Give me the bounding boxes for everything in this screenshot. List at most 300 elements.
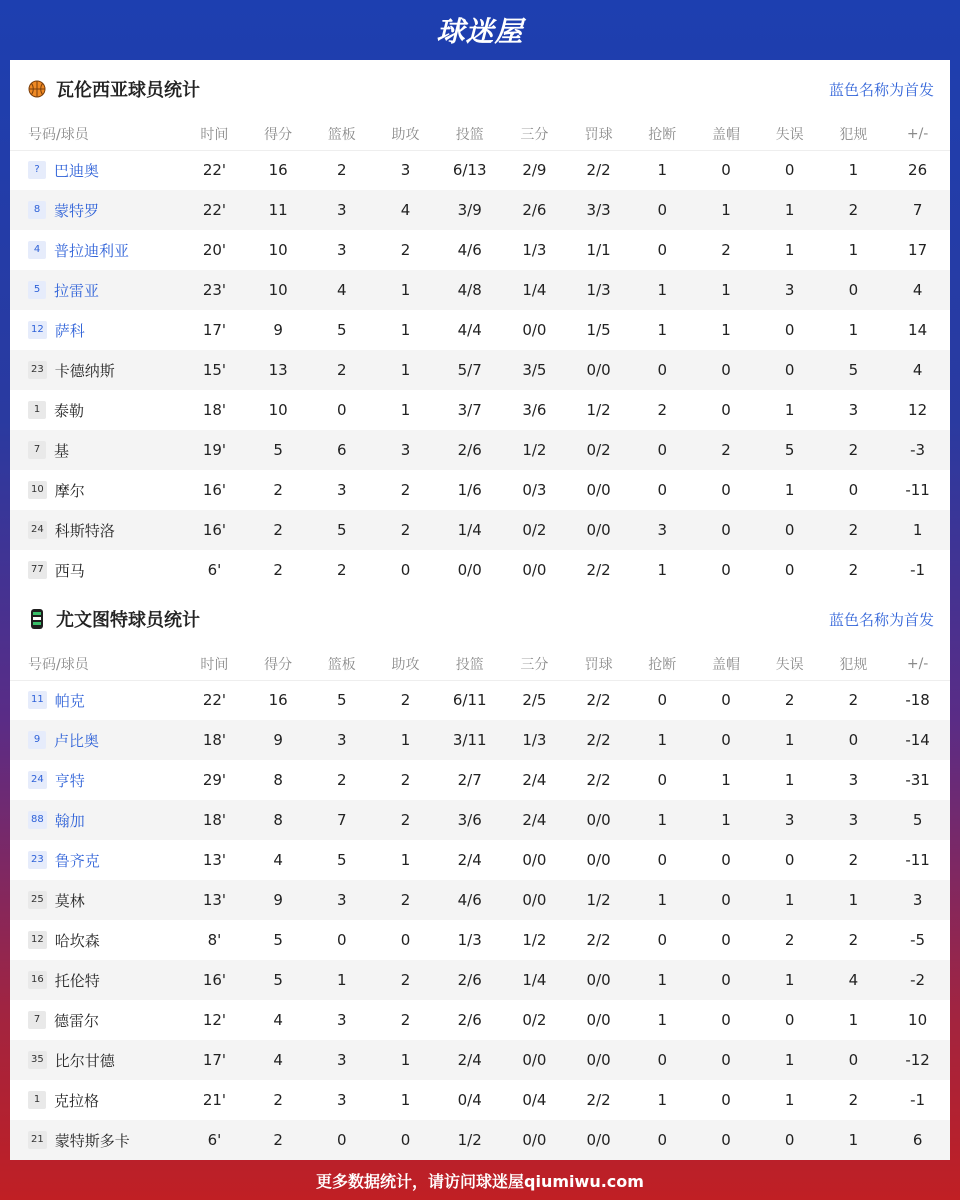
stat-cell: 0 <box>657 1131 668 1149</box>
stat-cell: 1 <box>721 281 731 299</box>
player-name-link[interactable]: 摩尔 <box>54 481 85 500</box>
stat-cell: 1 <box>784 731 795 749</box>
stat-cell: 0/0 <box>586 521 611 539</box>
stat-cell: 2 <box>848 561 859 579</box>
stat-cell: 1/3 <box>586 281 611 299</box>
stat-cell: 0 <box>657 691 668 710</box>
stat-cell: 3 <box>337 241 347 259</box>
stat-cell: 7 <box>912 201 923 219</box>
stat-cell: 0 <box>657 851 668 869</box>
stat-cell: 22' <box>202 691 227 710</box>
table-row[interactable] <box>10 430 950 470</box>
stat-cell: 2/4 <box>457 1051 482 1069</box>
stat-cell: 2/2 <box>586 771 611 789</box>
stat-cell: 0 <box>400 1131 411 1149</box>
player-cell <box>10 880 183 920</box>
table-row[interactable] <box>10 1040 950 1080</box>
basketball-icon <box>28 78 46 100</box>
stat-cell: 0 <box>784 1131 795 1149</box>
stat-cell: 2 <box>273 1091 283 1109</box>
column-header[interactable]: 投篮 <box>455 656 484 673</box>
player-cell <box>10 960 183 1000</box>
stat-cell: 4 <box>912 361 923 379</box>
table-row[interactable] <box>10 390 950 430</box>
stat-cell: 2 <box>400 771 411 789</box>
stat-cell: 8 <box>273 811 283 829</box>
stat-cell: 2 <box>784 931 795 949</box>
table-row[interactable] <box>10 680 950 720</box>
column-header[interactable]: 号码/球员 <box>28 656 89 673</box>
stat-cell: 0/0 <box>586 1011 611 1029</box>
stat-cell: 3/6 <box>522 401 547 419</box>
stat-cell: 5 <box>273 931 283 949</box>
column-header[interactable]: +/- <box>906 125 929 142</box>
stat-cell: 3 <box>337 1051 347 1069</box>
table-row[interactable] <box>10 270 950 310</box>
stat-cell: 2 <box>273 1131 283 1149</box>
player-name-link[interactable]: 蒙特斯多卡 <box>54 1131 130 1150</box>
footer-banner[interactable]: 更多数据统计，请访问球迷屋qiumiwu.com <box>316 1171 644 1191</box>
table-row[interactable] <box>10 310 950 350</box>
stat-cell: 1 <box>657 1091 668 1109</box>
brand-logo: 球迷屋 <box>436 15 524 48</box>
stat-cell: 16 <box>268 161 288 180</box>
stat-cell: 3 <box>337 1011 347 1029</box>
stat-cell: -31 <box>905 771 930 789</box>
stat-cell: 0/0 <box>586 1131 611 1149</box>
stat-cell: 5 <box>912 811 923 829</box>
column-header[interactable]: 时间 <box>200 126 229 143</box>
stat-cell: -11 <box>905 851 930 869</box>
stat-cell: 3/3 <box>586 201 611 219</box>
player-name-link[interactable]: 泰勒 <box>54 401 85 420</box>
jersey-number-badge: 35 <box>28 1051 47 1069</box>
table-row[interactable] <box>10 840 950 880</box>
stat-cell: 0 <box>657 441 668 459</box>
stat-cell: 8 <box>273 771 283 789</box>
column-header[interactable]: 抢断 <box>648 656 677 673</box>
player-name-link[interactable]: 克拉格 <box>54 1091 100 1110</box>
jersey-number-badge: 12 <box>28 931 47 949</box>
stat-cell: 3 <box>657 521 668 539</box>
stat-cell: 7 <box>337 811 347 829</box>
stat-cell: 10 <box>268 281 288 299</box>
stat-cell: 2/4 <box>522 771 547 789</box>
stat-cell: 0/4 <box>457 1091 482 1109</box>
player-cell <box>10 150 183 190</box>
stat-cell: 1 <box>721 201 731 219</box>
stat-cell: 4/8 <box>457 281 482 299</box>
jersey-number-badge: 23 <box>28 361 47 379</box>
table-row[interactable] <box>10 720 950 760</box>
stat-cell: 0 <box>721 401 731 419</box>
stat-cell: 0/0 <box>457 561 482 579</box>
stat-cell: 2 <box>400 241 411 259</box>
section-header <box>10 590 950 648</box>
stat-cell: 0 <box>721 361 731 379</box>
stat-cell: 29' <box>202 771 227 789</box>
stat-cell: 16' <box>202 481 227 499</box>
player-cell <box>10 550 183 590</box>
stat-cell: 3/7 <box>457 401 482 419</box>
player-name-link[interactable]: 帕克 <box>54 691 85 710</box>
stat-cell: 5 <box>273 971 283 989</box>
stat-cell: 2 <box>337 161 347 180</box>
player-name-link[interactable]: 拉雷亚 <box>54 281 100 300</box>
stat-cell: 0 <box>784 361 795 379</box>
stat-cell: 1/4 <box>522 971 547 989</box>
column-header[interactable]: 罚球 <box>584 126 613 143</box>
stat-cell: 1 <box>721 321 731 339</box>
stat-cell: 0 <box>337 931 347 949</box>
stat-cell: 16' <box>202 971 227 989</box>
table-row[interactable] <box>10 230 950 270</box>
table-row[interactable] <box>10 800 950 840</box>
stat-cell: 2 <box>400 811 411 829</box>
player-cell <box>10 1040 183 1080</box>
table-row[interactable] <box>10 510 950 550</box>
table-row[interactable] <box>10 960 950 1000</box>
stat-cell: 4 <box>337 281 347 299</box>
table-row[interactable] <box>10 550 950 590</box>
table-row[interactable] <box>10 760 950 800</box>
jersey-number-badge: 21 <box>28 1131 47 1149</box>
stat-cell: 2 <box>400 971 411 989</box>
jersey-number-badge: 7 <box>28 1011 46 1029</box>
stat-cell: 4 <box>273 1051 283 1069</box>
column-header[interactable]: +/- <box>906 655 929 672</box>
player-name-link[interactable]: 莫林 <box>54 891 85 910</box>
player-cell <box>10 390 183 430</box>
stat-cell: 1 <box>400 321 411 339</box>
stat-cell: 5/7 <box>457 361 482 379</box>
section-title: 瓦伦西亚球员统计 <box>56 80 200 101</box>
column-header[interactable]: 抢断 <box>648 126 677 143</box>
stat-cell: 0 <box>657 771 668 789</box>
stat-cell: 2 <box>273 561 283 579</box>
stat-cell: 0 <box>721 931 731 949</box>
stat-cell: 1/2 <box>586 401 611 419</box>
stats-card <box>10 60 950 1160</box>
stat-cell: 4/4 <box>457 321 482 339</box>
player-cell <box>10 680 183 720</box>
team-section <box>10 590 950 1160</box>
team-section <box>10 60 950 590</box>
player-name-link[interactable]: 亨特 <box>54 771 85 790</box>
stat-cell: 18' <box>202 731 227 749</box>
player-name-link[interactable]: 德雷尔 <box>54 1011 100 1030</box>
stat-cell: 2/5 <box>522 691 547 710</box>
stat-cell: 0 <box>784 1011 795 1029</box>
stat-cell: 3 <box>848 401 859 419</box>
stat-cell: 3 <box>337 481 347 499</box>
jersey-number-badge: 1 <box>28 1091 46 1109</box>
stat-cell: -1 <box>910 1091 926 1109</box>
column-header[interactable]: 犯规 <box>839 126 868 143</box>
stat-cell: 0 <box>784 851 795 869</box>
player-cell <box>10 760 183 800</box>
player-cell <box>10 1120 183 1160</box>
stat-cell: 2 <box>400 521 411 539</box>
column-header[interactable]: 助攻 <box>391 126 420 143</box>
stat-cell: 2 <box>400 1011 411 1029</box>
stat-cell: 1 <box>657 731 668 749</box>
stat-cell: 1 <box>657 971 668 989</box>
stat-cell: 0 <box>721 481 731 499</box>
stat-cell: 3/9 <box>457 201 482 219</box>
player-cell <box>10 510 183 550</box>
stat-cell: 1 <box>848 241 859 259</box>
stat-cell: 3 <box>784 281 795 299</box>
stat-cell: 3 <box>784 811 795 829</box>
stat-cell: 16' <box>202 521 227 539</box>
stat-cell: 0 <box>848 481 859 499</box>
column-header[interactable]: 失误 <box>775 656 804 673</box>
column-header[interactable]: 时间 <box>200 656 229 673</box>
stat-cell: -2 <box>910 971 926 989</box>
player-name-link[interactable]: 西马 <box>54 561 85 580</box>
stat-cell: 1 <box>721 771 731 789</box>
stat-cell: 1 <box>400 281 411 299</box>
stat-cell: 10 <box>908 1011 928 1029</box>
stat-cell: 9 <box>273 321 283 339</box>
stat-cell: 0/3 <box>522 481 547 499</box>
player-cell <box>10 720 183 760</box>
table-row[interactable] <box>10 470 950 510</box>
stat-cell: 0 <box>400 931 411 949</box>
stat-cell: 2/6 <box>457 441 482 459</box>
stat-cell: 2 <box>721 241 731 259</box>
stat-cell: 1/2 <box>586 891 611 909</box>
table-row[interactable] <box>10 1120 950 1160</box>
stat-cell: 2/2 <box>586 731 611 749</box>
stat-cell: 8' <box>207 931 222 949</box>
stat-cell: 2 <box>400 891 411 909</box>
player-name-link[interactable]: 托伦特 <box>54 971 100 990</box>
table-row[interactable] <box>10 920 950 960</box>
column-header[interactable]: 助攻 <box>391 656 420 673</box>
stat-cell: 1 <box>784 1051 795 1069</box>
player-name-link[interactable]: 比尔甘德 <box>54 1051 115 1070</box>
stat-cell: 0/0 <box>586 851 611 869</box>
stat-cell: 2 <box>400 481 411 499</box>
table-header-row <box>10 648 950 680</box>
stat-cell: 1 <box>848 1131 859 1149</box>
player-name-link[interactable]: 哈坎森 <box>54 931 100 950</box>
jersey-number-badge: 77 <box>28 561 47 579</box>
stat-cell: 21' <box>202 1091 227 1109</box>
section-header <box>10 60 950 118</box>
stat-cell: 0 <box>721 1011 731 1029</box>
column-header[interactable]: 三分 <box>520 126 549 143</box>
stat-cell: 2 <box>848 521 859 539</box>
stat-cell: 0/2 <box>522 521 547 539</box>
stat-cell: 0/0 <box>522 321 547 339</box>
stat-cell: -1 <box>910 561 926 579</box>
stat-cell: 0/0 <box>522 1131 547 1149</box>
jersey-number-badge: 7 <box>28 441 46 459</box>
stat-cell: 2/2 <box>586 931 611 949</box>
stat-cell: 6' <box>207 561 222 579</box>
stat-cell: 3 <box>912 891 923 909</box>
stat-cell: 12' <box>202 1011 227 1029</box>
stat-cell: 1 <box>784 891 795 909</box>
stat-cell: 0/0 <box>586 481 611 499</box>
column-header[interactable]: 盖帽 <box>711 126 740 143</box>
stat-cell: 3 <box>848 771 859 789</box>
stat-cell: 0/0 <box>522 1051 547 1069</box>
stat-cell: 2/2 <box>586 1091 611 1109</box>
column-header[interactable]: 得分 <box>264 656 293 673</box>
column-header[interactable]: 罚球 <box>584 656 613 673</box>
stat-cell: 1/4 <box>457 521 482 539</box>
stat-cell: 0 <box>337 1131 347 1149</box>
stat-cell: 1 <box>848 321 859 339</box>
player-name-link[interactable]: 普拉迪利亚 <box>54 241 130 260</box>
stat-cell: 1 <box>657 1011 668 1029</box>
jersey-number-badge: 8 <box>28 201 46 219</box>
stat-cell: 2/4 <box>522 811 547 829</box>
player-name-link[interactable]: 卡德纳斯 <box>54 361 115 380</box>
stat-cell: 1 <box>912 521 923 539</box>
stat-cell: 17' <box>202 321 227 339</box>
stat-cell: 12 <box>908 401 928 419</box>
player-name-link[interactable]: 卢比奥 <box>54 731 100 750</box>
player-cell <box>10 430 183 470</box>
player-name-link[interactable]: 巴迪奥 <box>54 161 100 180</box>
stat-cell: 17' <box>202 1051 227 1069</box>
stat-cell: 5 <box>848 361 859 379</box>
player-cell <box>10 310 183 350</box>
stat-cell: 1/2 <box>522 931 547 949</box>
stat-cell: 0/2 <box>522 1011 547 1029</box>
stat-cell: 1 <box>400 731 411 749</box>
stat-cell: 3 <box>400 441 411 459</box>
stat-cell: -12 <box>905 1051 930 1069</box>
column-header[interactable]: 犯规 <box>839 656 868 673</box>
stat-cell: 5 <box>337 321 347 339</box>
stat-cell: 10 <box>268 401 288 419</box>
stat-cell: 0 <box>721 1091 731 1109</box>
stat-cell: 3/11 <box>452 731 487 749</box>
column-header[interactable]: 号码/球员 <box>28 126 89 143</box>
player-name-link[interactable]: 基 <box>54 441 70 460</box>
stat-cell: 2/7 <box>457 771 482 789</box>
stat-cell: 1 <box>657 321 668 339</box>
stat-cell: 1 <box>784 201 795 219</box>
stat-cell: 26 <box>908 161 928 180</box>
stat-cell: 0 <box>657 241 668 259</box>
player-cell <box>10 800 183 840</box>
stat-cell: 2 <box>400 691 411 710</box>
stat-cell: 2 <box>273 521 283 539</box>
table-row[interactable] <box>10 1000 950 1040</box>
table-row[interactable] <box>10 150 950 190</box>
jersey-number-badge: 23 <box>28 851 47 869</box>
stat-cell: -18 <box>905 691 930 710</box>
starter-legend-note: 蓝色名称为首发 <box>828 80 934 99</box>
jersey-number-badge: 25 <box>28 891 47 909</box>
stat-cell: 3 <box>400 161 411 180</box>
stat-cell: 1/3 <box>522 731 547 749</box>
stat-cell: 1 <box>400 1091 411 1109</box>
stat-cell: 0/0 <box>586 1051 611 1069</box>
player-name-link[interactable]: 鲁齐克 <box>54 851 100 870</box>
stat-cell: 1 <box>337 971 347 989</box>
player-name-link[interactable]: 科斯特洛 <box>54 521 115 540</box>
jersey-number-badge: 11 <box>28 691 47 709</box>
stat-cell: 6 <box>912 1131 923 1149</box>
stat-cell: 19' <box>202 441 227 459</box>
column-header[interactable]: 得分 <box>264 126 293 143</box>
stat-cell: 4 <box>848 971 859 989</box>
stat-cell: 17 <box>908 241 928 259</box>
stat-cell: 4 <box>273 851 283 869</box>
player-name-link[interactable]: 蒙特罗 <box>54 201 100 220</box>
column-header[interactable]: 失误 <box>775 126 804 143</box>
stat-cell: 9 <box>273 731 283 749</box>
player-stats-table <box>10 648 950 1160</box>
column-header[interactable]: 盖帽 <box>711 656 740 673</box>
stat-cell: 0 <box>784 521 795 539</box>
table-row[interactable] <box>10 350 950 390</box>
table-row[interactable] <box>10 880 950 920</box>
table-row[interactable] <box>10 190 950 230</box>
stat-cell: 3 <box>337 891 347 909</box>
stat-cell: 1 <box>400 851 411 869</box>
column-header[interactable]: 三分 <box>520 656 549 673</box>
column-header[interactable]: 篮板 <box>327 126 356 143</box>
stat-cell: 6/11 <box>452 691 487 710</box>
stat-cell: 4/6 <box>457 241 482 259</box>
player-cell <box>10 920 183 960</box>
player-cell <box>10 350 183 390</box>
jersey-number-badge: ? <box>28 161 46 179</box>
stat-cell: 0 <box>721 731 731 749</box>
stat-cell: -11 <box>905 481 930 499</box>
stat-cell: 20' <box>202 241 227 259</box>
stat-cell: 1 <box>784 481 795 499</box>
stat-cell: 23' <box>202 281 227 299</box>
player-name-link[interactable]: 翰加 <box>54 811 85 830</box>
stat-cell: 4 <box>400 201 411 219</box>
stat-cell: 14 <box>908 321 928 339</box>
column-header[interactable]: 投篮 <box>455 126 484 143</box>
stat-cell: -3 <box>910 441 926 459</box>
stat-cell: 1 <box>657 281 668 299</box>
stat-cell: 2 <box>848 851 859 869</box>
stat-cell: 0 <box>657 931 668 949</box>
stat-cell: 2 <box>848 201 859 219</box>
stat-cell: 13' <box>202 891 227 909</box>
player-name-link[interactable]: 萨科 <box>54 321 85 340</box>
stat-cell: 0 <box>337 401 347 419</box>
player-cell <box>10 1000 183 1040</box>
table-header-row <box>10 118 950 150</box>
jersey-number-badge: 12 <box>28 321 47 339</box>
table-row[interactable] <box>10 1080 950 1120</box>
stat-cell: 0 <box>721 521 731 539</box>
stat-cell: 1 <box>657 161 668 180</box>
stat-cell: 0 <box>848 281 859 299</box>
stat-cell: 0/0 <box>522 561 547 579</box>
stat-cell: 2 <box>337 771 347 789</box>
player-cell <box>10 270 183 310</box>
stat-cell: 0 <box>657 201 668 219</box>
stat-cell: 2/2 <box>586 161 611 180</box>
stat-cell: 0 <box>657 481 668 499</box>
column-header[interactable]: 篮板 <box>327 656 356 673</box>
